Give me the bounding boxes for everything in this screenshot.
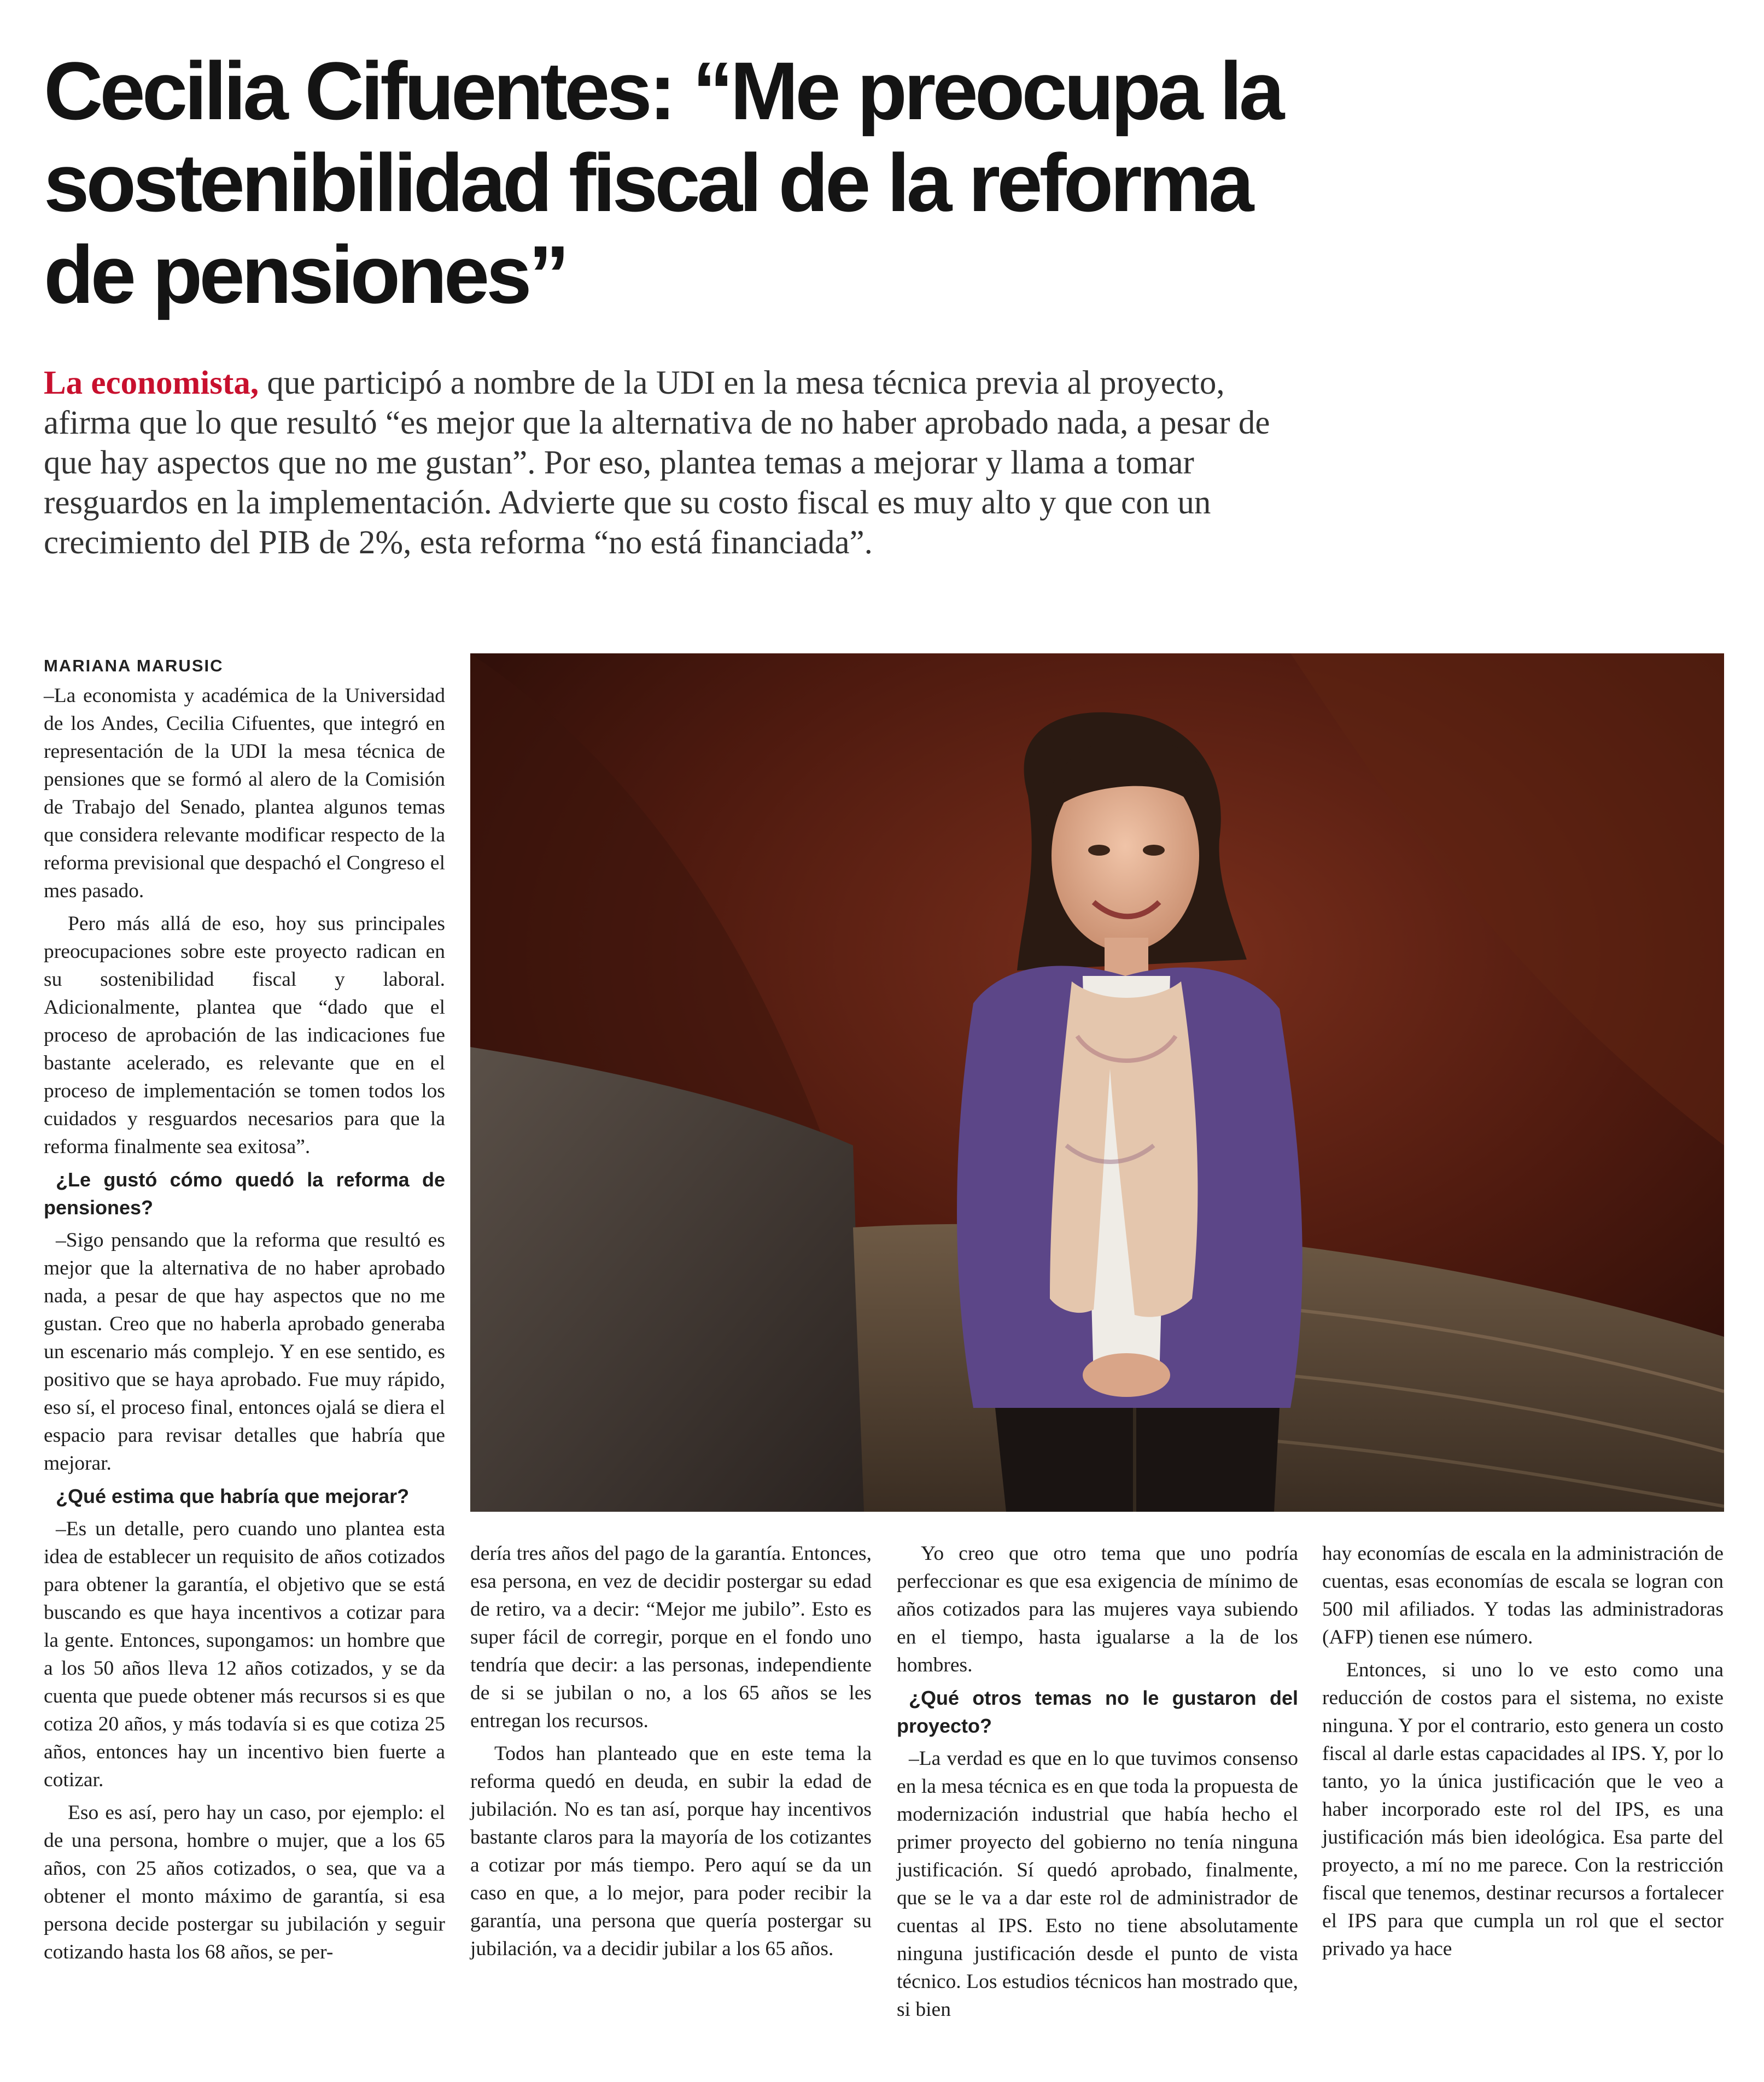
paragraph: hay economías de escala en la administración de cuentas, esas economías de escala se logran con 500 mil afiliados. Y todas las administradoras (AFP) tienen ese número. [1322,1542,1724,1648]
deck-text: que participó a nombre de la UDI en la mesa técnica previa al proyecto, afirma que lo que resultó “es mejor que la alternativa de no haber aprobado nada, a pesar de que hay aspectos que no me gustan”. Por eso, plantea temas a mejorar y llama a tomar resguardos en la implementación. Advierte que su costo fiscal es muy alto y que con un crecimiento del PIB de 2%, esta reforma “no está financiada”. [44,365,1270,561]
column-4 [1322,1540,1724,1968]
photo-cecilia-cifuentes [470,653,1724,1512]
paragraph: Pero más allá de eso, hoy sus principales preocupaciones sobre este proyecto radican en su sostenibilidad fiscal y laboral. Adicionalmente, plantea que “dado que el proceso de aprobación de las indicaciones fue bastante acelerado, es relevante que en el proceso de implementación se tomen todos los cuidados y resguardos necesarios para que la reforma finalmente sea exitosa”. [44,913,445,1158]
paragraph: Eso es así, pero hay un caso, por ejemplo: el de una persona, hombre o mujer, que a los 65 años, con 25 años cotizados, o sea, que va a obtener el monto máximo de garantía, si esa persona decide postergar su jubilación y seguir cotizando hasta los 68 años, se per- [44,1802,445,1963]
question: ¿Qué otros temas no le gustaron del proyecto? [897,1687,1298,1737]
column-2 [470,1540,872,1968]
answer: –Es un detalle, pero cuando uno plantea esta idea de establecer un requisito de años cotizados para obtener la garantía, el objetivo que se está buscando es que haya incentivos a cotizar para la gente. Entonces, supongamos: un hombre que a los 50 años lleva 12 años cotizados, y se da cuenta que puede obtener más recursos si es que cotiza 20 años, y más todavía si es que cotiza 25 años, entonces hay un incentivo bien fuerte a cotizar. [44,1518,445,1791]
paragraph: Entonces, si uno lo ve esto como una reducción de costos para el sistema, no existe ninguna. Y por el contrario, esto genera un costo fiscal al darle estas capacidades al IPS. Y, por lo tanto, yo la única justificación que le veo a haber incorporado este rol del IPS, es una justificación más bien ideológica. Esa parte del proyecto, a mí no me parece. Con la restricción fiscal que tenemos, destinar recursos a fortalecer el IPS para que cumpla un rol que el sector privado ya hace [1322,1659,1724,1960]
answer: –Sigo pensando que la reforma que resultó es mejor que la alternativa de no haber aprobado nada, a pesar de que hay aspectos que no me gustan. Creo que no haberla aprobado generaba un escenario más complejo. Y en ese sentido, es positivo que se haya aprobado. Fue muy rápido, eso sí, el proceso final, entonces ojalá se diera el espacio para revisar detalles que habría que mejorar. [44,1229,445,1475]
paragraph: Todos han planteado que en este tema la reforma quedó en deuda, en subir la edad de jubilación. No es tan así, porque hay incentivos bastante claros para la mayoría de los cotizantes a cotizar por más tiempo. Pero aquí se da un caso en que, a lo mejor, para poder recibir la garantía, una persona que quería postergar su jubilación, va a decidir jubilar a los 65 años. [470,1742,872,1960]
question: ¿Qué estima que habría que mejorar? [56,1485,410,1507]
byline: MARIANA MARUSIC [44,656,224,675]
paragraph: –La economista y académica de la Universidad de los Andes, Cecilia Cifuentes, que integró en representación de la UDI la mesa técnica de pensiones que se formó al alero de la Comisión de Trabajo del Senado, plantea algunos temas que considera relevante modificar respecto de la reforma previsional que despachó el Congreso el mes pasado. [44,685,445,902]
deck-lead: La economista, [44,365,259,401]
column-1 [44,652,445,1971]
article-photo [470,653,1724,1512]
question: ¿Le gustó cómo quedó la reforma de pensiones? [44,1168,445,1219]
answer: –La verdad es que en lo que tuvimos consenso en la mesa técnica es en que toda la propuesta de modernización industrial que había hecho el primer proyecto del gobierno no tenía ninguna justificación. Sí quedó aprobado, finalmente, que se le va a dar este rol de administrador de cuentas al IPS. Esto no tiene absolutamente ninguna justificación desde el punto de vista técnico. Los estudios técnicos han mostrado que, si bien [897,1747,1298,2021]
article-headline: Cecilia Cifuentes: “Me preocupa la sostenibilidad fiscal de la reforma de pensiones” [44,45,1282,320]
paragraph: dería tres años del pago de la garantía. Entonces, esa persona, en vez de decidir postergar su edad de retiro, va a decir: “Mejor me jubilo”. Esto es super fácil de corregir, porque en el fondo uno tendría que decir: a las personas, independiente de si se jubilan o no, a los 65 años se les entregan los recursos. [470,1542,872,1732]
column-3 [897,1540,1298,2028]
paragraph: Yo creo que otro tema que uno podría perfeccionar es que esa exigencia de mínimo de años cotizados para las mujeres vaya subiendo en el tiempo, hasta igualarse a la de los hombres. [897,1542,1298,1676]
article-deck [44,363,1290,563]
